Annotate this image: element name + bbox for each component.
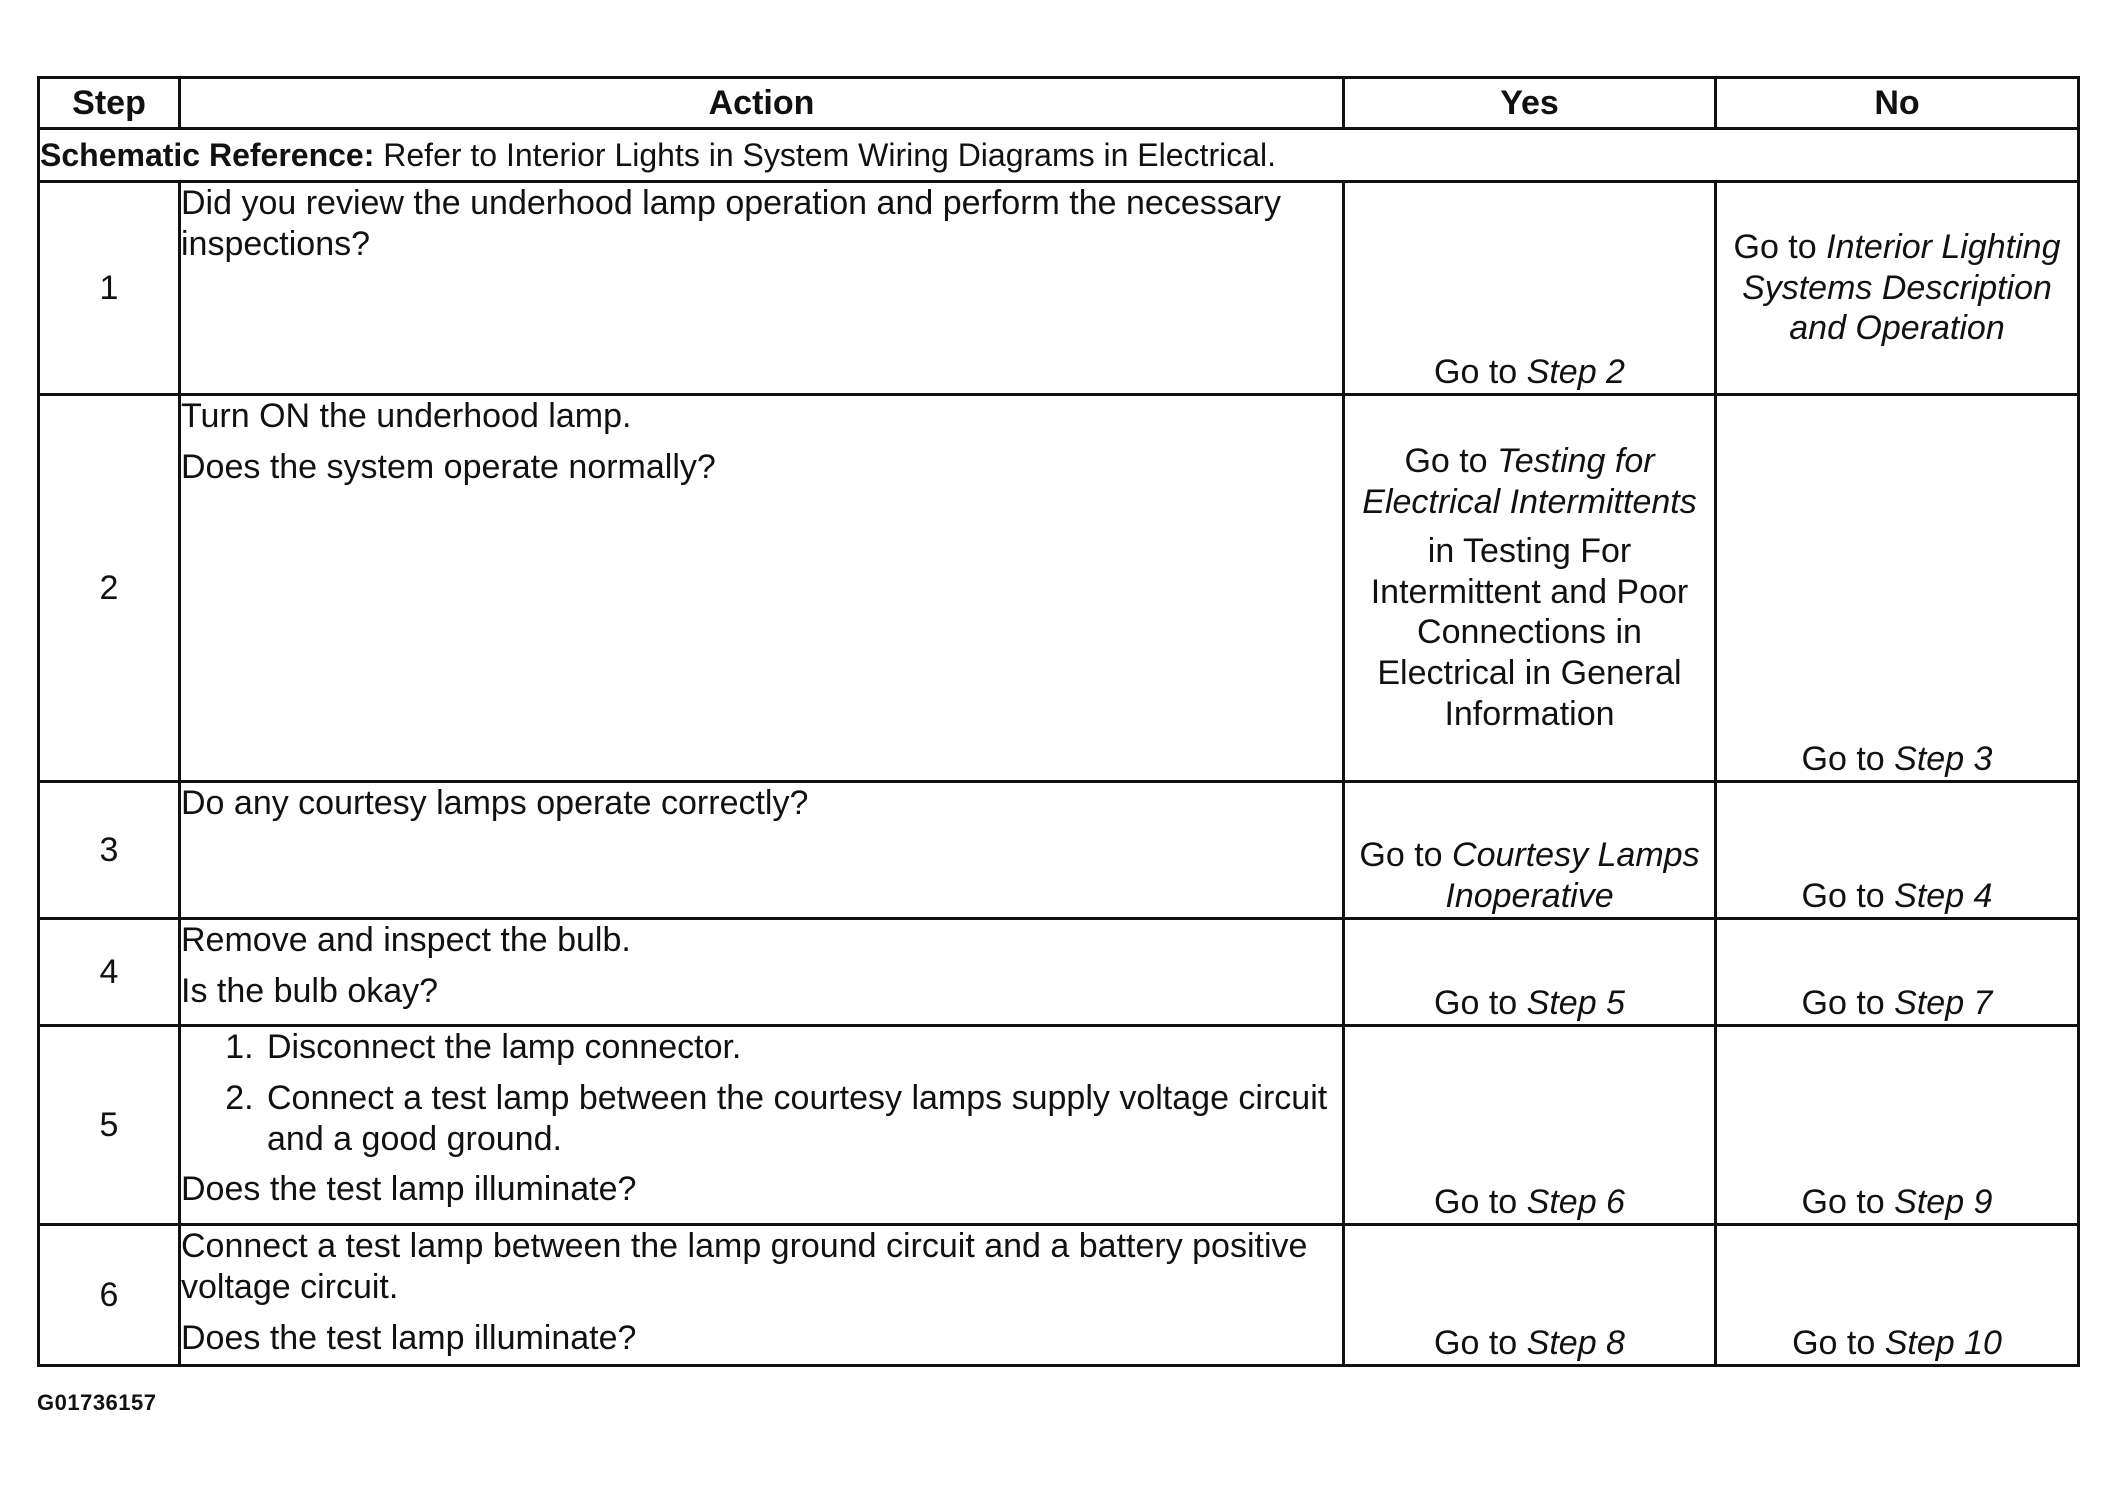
yes-cell bbox=[1344, 1026, 1716, 1225]
figure-id: G01736157 bbox=[37, 1390, 157, 1415]
step-number: 5 bbox=[39, 1026, 180, 1225]
no-cell bbox=[1716, 782, 2079, 919]
action-question: Is the bulb okay? bbox=[181, 971, 439, 1010]
no-link[interactable]: Step 9 bbox=[1894, 1183, 1993, 1222]
action-text: Connect a test lamp between the lamp ground circuit and a battery positive voltage circuit. bbox=[181, 1227, 1308, 1306]
action-text: Did you review the underhood lamp operation and perform the necessary inspections? bbox=[181, 184, 1281, 263]
no-cell bbox=[1716, 182, 2079, 395]
yes-prefix: Go to bbox=[1434, 353, 1518, 392]
no-link[interactable]: Step 3 bbox=[1894, 740, 1993, 779]
action-cell bbox=[180, 1026, 1344, 1225]
yes-link[interactable]: Step 5 bbox=[1526, 984, 1625, 1023]
action-cell bbox=[180, 1225, 1344, 1366]
header-no: No bbox=[1716, 78, 2079, 129]
no-cell bbox=[1716, 1225, 2079, 1366]
action-question: Does the test lamp illuminate? bbox=[181, 1318, 637, 1357]
diagnostic-table bbox=[37, 76, 2080, 1367]
no-link[interactable]: Step 4 bbox=[1894, 877, 1993, 916]
yes-prefix: Go to bbox=[1434, 984, 1518, 1023]
action-question: Does the test lamp illuminate? bbox=[181, 1170, 637, 1209]
action-text: Turn ON the underhood lamp. bbox=[181, 397, 632, 435]
no-prefix: Go to bbox=[1801, 877, 1885, 916]
yes-link[interactable]: Step 2 bbox=[1526, 353, 1625, 392]
no-prefix: Go to bbox=[1801, 1183, 1885, 1222]
yes-prefix: Go to bbox=[1434, 1183, 1518, 1222]
table-row bbox=[39, 1225, 2079, 1366]
yes-link[interactable]: Courtesy Lamps Inoperative bbox=[1445, 836, 1700, 916]
action-question: Does the system operate normally? bbox=[181, 447, 716, 486]
action-cell bbox=[180, 919, 1344, 1026]
action-cell bbox=[180, 395, 1344, 782]
yes-cell bbox=[1344, 782, 1716, 919]
yes-link[interactable]: Step 6 bbox=[1526, 1183, 1625, 1222]
yes-cell bbox=[1344, 395, 1716, 782]
no-link[interactable]: Interior Lighting Systems Description and Operation bbox=[1742, 227, 2061, 348]
table-row bbox=[39, 395, 2079, 782]
no-cell bbox=[1716, 1026, 2079, 1225]
no-link[interactable]: Step 7 bbox=[1894, 984, 1993, 1023]
action-question: Do any courtesy lamps operate correctly? bbox=[181, 784, 809, 822]
no-prefix: Go to bbox=[1733, 227, 1817, 266]
schematic-reference bbox=[39, 129, 2079, 182]
yes-prefix: Go to bbox=[1359, 836, 1443, 875]
header-yes: Yes bbox=[1344, 78, 1716, 129]
no-cell bbox=[1716, 919, 2079, 1026]
schematic-reference-text: Refer to Interior Lights in System Wiring Diagrams in Electrical. bbox=[383, 136, 1276, 173]
yes-gap bbox=[1345, 523, 1714, 531]
action-cell bbox=[180, 782, 1344, 919]
no-prefix: Go to bbox=[1801, 740, 1885, 779]
step-number: 6 bbox=[39, 1225, 180, 1366]
table-row bbox=[39, 1026, 2079, 1225]
yes-prefix: Go to bbox=[1434, 1324, 1518, 1363]
action-list-item: 2. Connect a test lamp between the courtesy lamps supply voltage circuit and a good ground. bbox=[263, 1078, 1342, 1160]
header-action: Action bbox=[180, 78, 1344, 129]
schematic-reference-label: Schematic Reference: bbox=[40, 136, 375, 173]
yes-suffix: in Testing For Intermittent and Poor Connections in Electrical in General Information bbox=[1370, 531, 1689, 733]
no-link[interactable]: Step 10 bbox=[1884, 1324, 2002, 1363]
step-number: 1 bbox=[39, 182, 180, 395]
action-text: Remove and inspect the bulb. bbox=[181, 921, 631, 959]
yes-cell bbox=[1344, 919, 1716, 1026]
table-row bbox=[39, 182, 2079, 395]
yes-cell bbox=[1344, 1225, 1716, 1366]
table-row bbox=[39, 919, 2079, 1026]
no-prefix: Go to bbox=[1792, 1324, 1876, 1363]
yes-link[interactable]: Step 8 bbox=[1526, 1324, 1625, 1363]
schematic-reference-row bbox=[39, 129, 2079, 182]
step-number: 2 bbox=[39, 395, 180, 782]
no-prefix: Go to bbox=[1801, 984, 1885, 1023]
yes-cell bbox=[1344, 182, 1716, 395]
no-cell bbox=[1716, 395, 2079, 782]
table-row bbox=[39, 782, 2079, 919]
action-list bbox=[181, 1027, 1342, 1159]
step-number: 4 bbox=[39, 919, 180, 1026]
yes-prefix: Go to bbox=[1404, 442, 1488, 481]
yes-link[interactable]: Testing for Electrical Intermittents bbox=[1362, 442, 1697, 521]
action-list-item: 1. Disconnect the lamp connector. bbox=[263, 1027, 1342, 1068]
action-cell bbox=[180, 182, 1344, 395]
header-step: Step bbox=[39, 78, 180, 129]
header-row bbox=[39, 78, 2079, 129]
step-number: 3 bbox=[39, 782, 180, 919]
